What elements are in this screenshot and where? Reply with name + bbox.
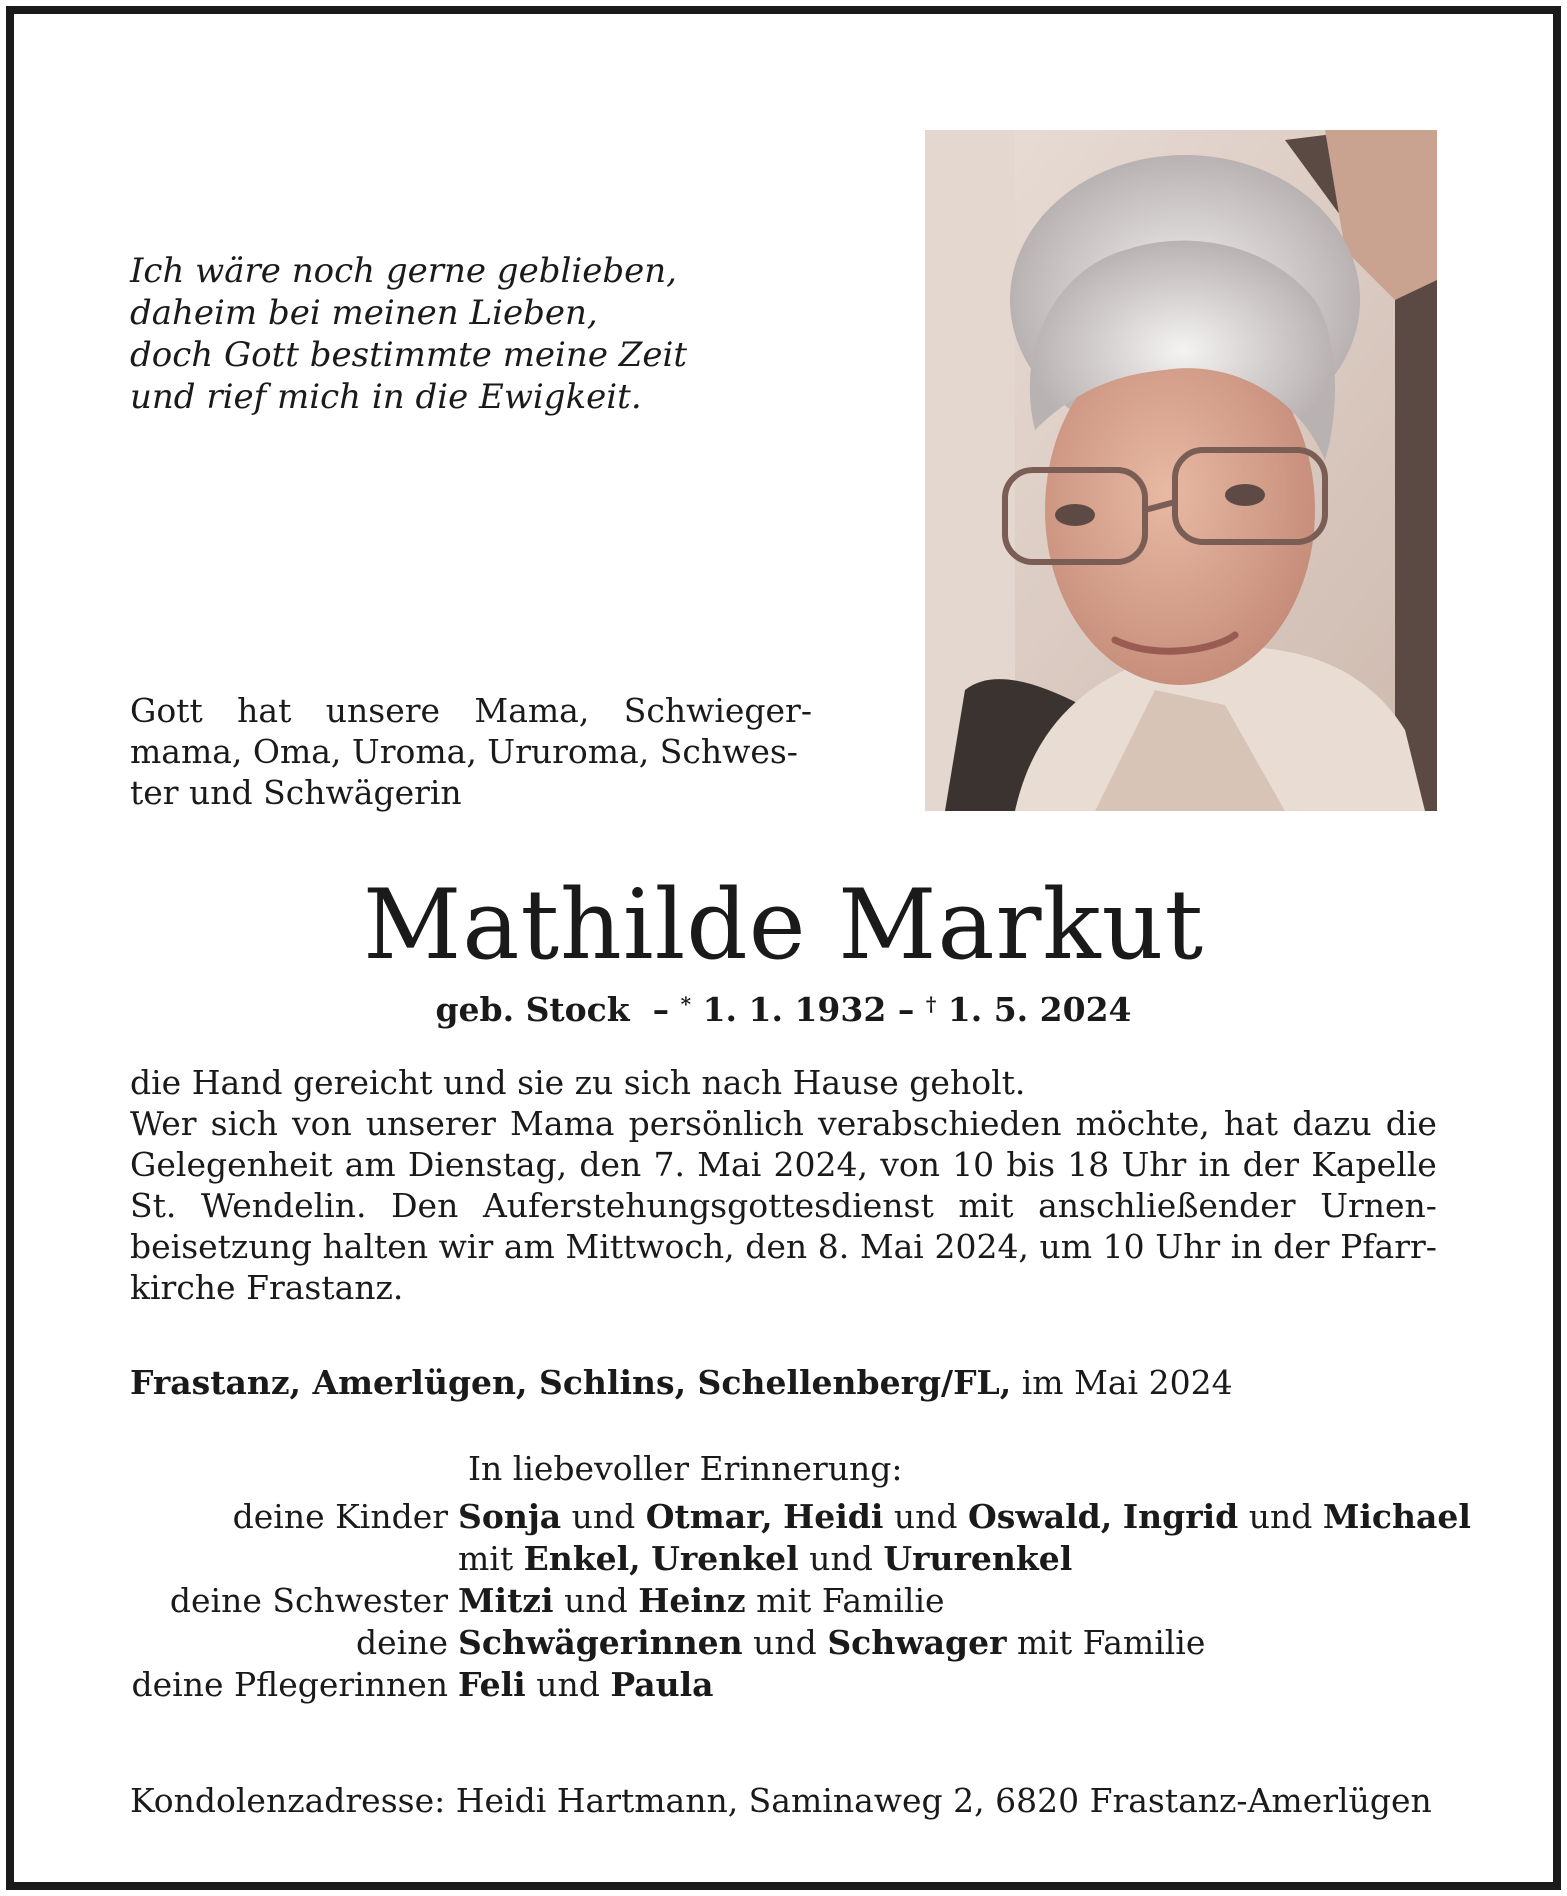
announcement-word: 8. (817, 1227, 850, 1266)
mourner-name: Ingrid (1122, 1497, 1239, 1536)
intro-word: Gott (130, 691, 203, 730)
announcement-word: Dienstag, (407, 1145, 568, 1184)
mourner-name: Ururenkel (883, 1539, 1073, 1578)
announcement-word: wir (438, 1227, 494, 1266)
announcement-line: die Hand gereicht und sie zu sich nach Hause geholt. (130, 1063, 1026, 1102)
mourner-text: und (525, 1665, 611, 1704)
intro-line: mama, Oma, Uroma, Ururoma, Schwes- (130, 732, 798, 771)
announcement-word: Pfarr- (1340, 1227, 1437, 1266)
intro-word: unsere (325, 691, 441, 730)
announcement-word: 2024, (773, 1145, 868, 1184)
poem (130, 250, 730, 418)
mourner-names (458, 1538, 1072, 1580)
mourner-row (0, 1496, 1567, 1538)
birth-name: geb. Stock (435, 990, 630, 1029)
announcement-word: 7. (653, 1145, 686, 1184)
mourner-name: Heinz (638, 1581, 746, 1620)
mourner-name: Paula (610, 1665, 714, 1704)
announcement-word: am (344, 1145, 396, 1184)
announcement-word: sich (210, 1104, 278, 1143)
mourner-text: und (883, 1497, 969, 1536)
mourner-text: mit Familie (1006, 1623, 1206, 1662)
mourner-name: Otmar, (645, 1497, 773, 1536)
mourner-name: Michael (1322, 1497, 1471, 1536)
mourner-text (1112, 1497, 1123, 1536)
announcement-word: beisetzung (130, 1227, 312, 1266)
places-date: im Mai 2024 (1021, 1363, 1233, 1402)
announcement-word: bis (1006, 1145, 1056, 1184)
places-names: Frastanz, Amerlügen, Schlins, Schellenberg/FL, (130, 1363, 1012, 1402)
mourner-text: und (1238, 1497, 1323, 1536)
mourner-relation (0, 1538, 458, 1580)
announcement-word: in (1230, 1227, 1263, 1266)
poem-line: daheim bei meinen Lieben, (130, 293, 598, 333)
mourner-name: Mitzi (458, 1581, 554, 1620)
mourner-row (0, 1580, 1567, 1622)
mourner-text: und (553, 1581, 639, 1620)
announcement-word: dazu (1292, 1104, 1372, 1143)
deceased-name: Mathilde Markut (362, 869, 1205, 981)
intro-word: Mama, (474, 691, 590, 730)
mourner-name: Urenkel (651, 1539, 799, 1578)
portrait-photo (925, 130, 1437, 811)
announcement-word: Uhr (1155, 1227, 1221, 1266)
announcement-word: Kapelle (1311, 1145, 1437, 1184)
intro-word: Schwieger- (623, 691, 812, 730)
mourner-names (458, 1496, 1471, 1538)
poem-line: doch Gott bestimmte meine Zeit (130, 335, 688, 375)
mourner-text: und (561, 1497, 646, 1536)
announcement-word: die (1385, 1104, 1437, 1143)
mourner-text (641, 1539, 652, 1578)
announcement-word: Urnen- (1320, 1186, 1437, 1225)
announcement-word: St. (130, 1186, 177, 1225)
announcement-word: Mai (697, 1145, 762, 1184)
date-separator: – * (641, 990, 692, 1029)
announcement-word: möchte, (1075, 1104, 1210, 1143)
announcement-line (130, 1185, 1437, 1226)
announcement-word: 10 (952, 1145, 995, 1184)
announcement-word: den (579, 1145, 642, 1184)
announcement-line (130, 1226, 1437, 1267)
announcement-word: der (1273, 1227, 1330, 1266)
poem-line: Ich wäre noch gerne geblieben, (130, 251, 677, 291)
announcement-word: anschließender (1038, 1186, 1296, 1225)
memory-heading: In liebevoller Erinnerung: (468, 1449, 903, 1488)
announcement-word: unserer (365, 1104, 496, 1143)
mourner-relation: deine Kinder (232, 1497, 448, 1536)
mourners-list (0, 1496, 1567, 1706)
announcement-word: Den (391, 1186, 459, 1225)
condolence-address: Kondolenzadresse: Heidi Hartmann, Saminaweg 2, 6820 Frastanz-Amerlügen (130, 1781, 1432, 1820)
announcement-word: Mai (859, 1227, 924, 1266)
mourner-name: Enkel, (523, 1539, 641, 1578)
announcement-word: verabschieden (818, 1104, 1062, 1143)
birth-date: 1. 1. 1932 (702, 990, 887, 1029)
announcement-word: Gelegenheit (130, 1145, 333, 1184)
mourner-names (458, 1580, 945, 1622)
death-date: 1. 5. 2024 (947, 990, 1132, 1029)
announcement-text (130, 1062, 1437, 1308)
announcement-word: von (292, 1104, 352, 1143)
mourner-relation: deine Schwester (169, 1581, 448, 1620)
mourner-relation: deine Pflegerinnen (131, 1665, 448, 1704)
places-line (130, 1362, 1233, 1403)
mourner-text (773, 1497, 784, 1536)
mourner-name: Sonja (458, 1497, 562, 1536)
announcement-word: Wer (130, 1104, 197, 1143)
announcement-word: mit (958, 1186, 1014, 1225)
announcement-line (130, 1144, 1437, 1185)
announcement-word: Wendelin. (200, 1186, 367, 1225)
mourner-row (0, 1538, 1567, 1580)
intro-line: ter und Schwägerin (130, 773, 462, 812)
announcement-word: halten (322, 1227, 429, 1266)
announcement-word: Uhr (1121, 1145, 1187, 1184)
announcement-word: in (1198, 1145, 1231, 1184)
portrait-image (925, 130, 1437, 811)
mourner-text: und (798, 1539, 884, 1578)
mourner-row (0, 1622, 1567, 1664)
mourner-names (458, 1622, 1205, 1664)
intro-word: hat (237, 691, 292, 730)
announcement-word: hat (1223, 1104, 1279, 1143)
intro-text (130, 690, 812, 813)
intro-line (130, 690, 812, 731)
announcement-word: am (503, 1227, 555, 1266)
mourner-name: Feli (458, 1665, 526, 1704)
announcement-word: der (1242, 1145, 1299, 1184)
mourner-text: und (742, 1623, 828, 1662)
announcement-word: 10 (1102, 1227, 1145, 1266)
mourner-relation: deine (356, 1623, 448, 1662)
mourner-name: Heidi (783, 1497, 884, 1536)
announcement-word: 2024, (934, 1227, 1029, 1266)
announcement-word: 18 (1067, 1145, 1110, 1184)
mourner-name: Oswald, (968, 1497, 1113, 1536)
mourner-name: Schwager (827, 1623, 1007, 1662)
birth-death-dates (0, 982, 1567, 1032)
announcement-word: Mittwoch, (565, 1227, 735, 1266)
mourner-text: mit Familie (745, 1581, 945, 1620)
announcement-word: persönlich (628, 1104, 804, 1143)
mourner-names (458, 1664, 714, 1706)
announcement-line: kirche Frastanz. (130, 1268, 404, 1307)
announcement-word: um (1039, 1227, 1093, 1266)
mourner-text: mit (458, 1539, 524, 1578)
announcement-line (130, 1103, 1437, 1144)
mourner-name: Schwägerinnen (458, 1623, 743, 1662)
poem-line: und rief mich in die Ewigkeit. (130, 377, 642, 417)
announcement-word: Auferstehungsgottesdienst (482, 1186, 934, 1225)
date-separator: – † (886, 990, 937, 1029)
mourner-row (0, 1664, 1567, 1706)
announcement-word: den (745, 1227, 808, 1266)
announcement-word: von (880, 1145, 940, 1184)
announcement-word: Mama (510, 1104, 615, 1143)
